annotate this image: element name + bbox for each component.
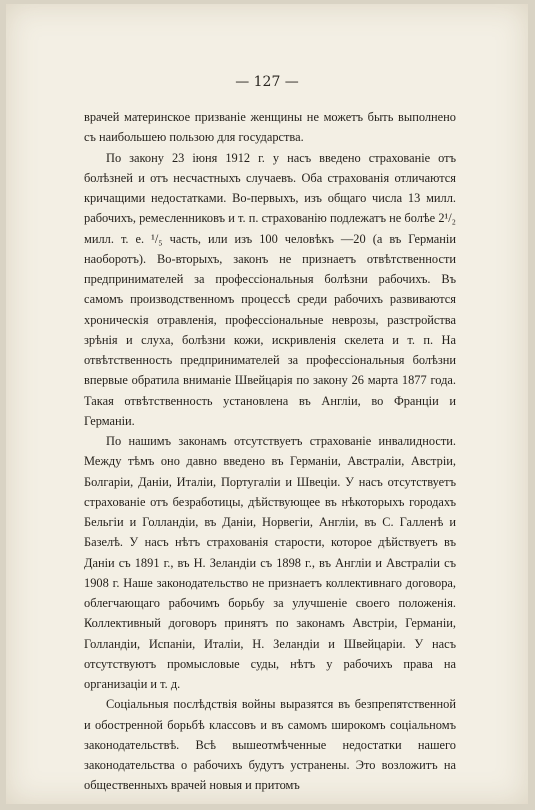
paragraph-3: По нашимъ законамъ отсутствуетъ страхованіе инвалидности. Между тѣмъ оно давно введено въ Германіи, Австраліи, Австріи, Болгаріи, Даніи, Италіи, Португаліи и Швеціи. У насъ отсутствуетъ страхованіе отъ безработицы, дѣйствующее въ нѣкоторыхъ городахъ Бельгіи и Голландіи, въ Даніи, Норвегіи, Англіи, въ С. Галленѣ и Базелѣ. У насъ нѣтъ страхованія старости, которое дѣйствуетъ въ Даніи съ 1891 г., въ Н. Зеландіи съ 1898 г., въ Англіи и Австраліи съ 1908 г. Наше законодательство не признаетъ коллективнаго договора, облегчающаго рабочимъ борьбу за улучшеніе своего положенія. Коллективный договоръ принятъ по законамъ Австріи, Германіи, Голландіи, Испаніи, Италіи, Н. Зеландіи и Швейцаріи. У насъ отсутствуютъ промысловые суды, нѣтъ у рабочихъ права на организаціи и т. д. xyxy=(84,434,456,691)
book-page xyxy=(6,4,528,804)
page-number: — 127 — xyxy=(235,74,299,90)
paragraph-1: врачей материнское призваніе женщины не можетъ быть выполнено съ наибольшею пользою для государства. xyxy=(84,110,456,145)
body-text xyxy=(84,107,456,796)
paragraph-2: По закону 23 іюня 1912 г. у насъ введено страхованіе отъ болѣзней и отъ несчастныхъ случаевъ. Оба страхованія отличаются кричащими недостатками. Во-первыхъ, изъ общаго числа 13 милл. рабочихъ, ремесленниковъ и т. п. страхованію подлежатъ не болѣе 2¹/₂ милл. т. е. ¹/₅ часть, или изъ 100 человѣкъ —20 (а въ Германіи наоборотъ). Во-вторыхъ, законъ не признаетъ отвѣтственности предпринимателей за профессіональныя болѣзни рабочихъ. Въ самомъ производственномъ процессѣ среди рабочихъ развиваются хроническія отравленія, профессіональные неврозы, разстройства зрѣнія и слуха, болѣзни кожи, искривленія скелета и т. п. На отвѣтственность предпринимателей за профессіональныя болѣзни впервые обратила вниманіе Швейцарія по закону 26 марта 1877 года. Такая отвѣтственность установлена въ Англіи, во Франціи и Германіи. xyxy=(84,150,456,428)
paragraph-4: Соціальныя послѣдствія войны выразятся въ безпрепятственной и обостренной борьбѣ классовъ и въ самомъ широкомъ соціальномъ законодательствѣ. Всѣ вышеотмѣченные недостатки нашего законодательства о рабочихъ будутъ устранены. Это возложитъ на общественныхъ врачей новыя и притомъ xyxy=(84,697,456,793)
